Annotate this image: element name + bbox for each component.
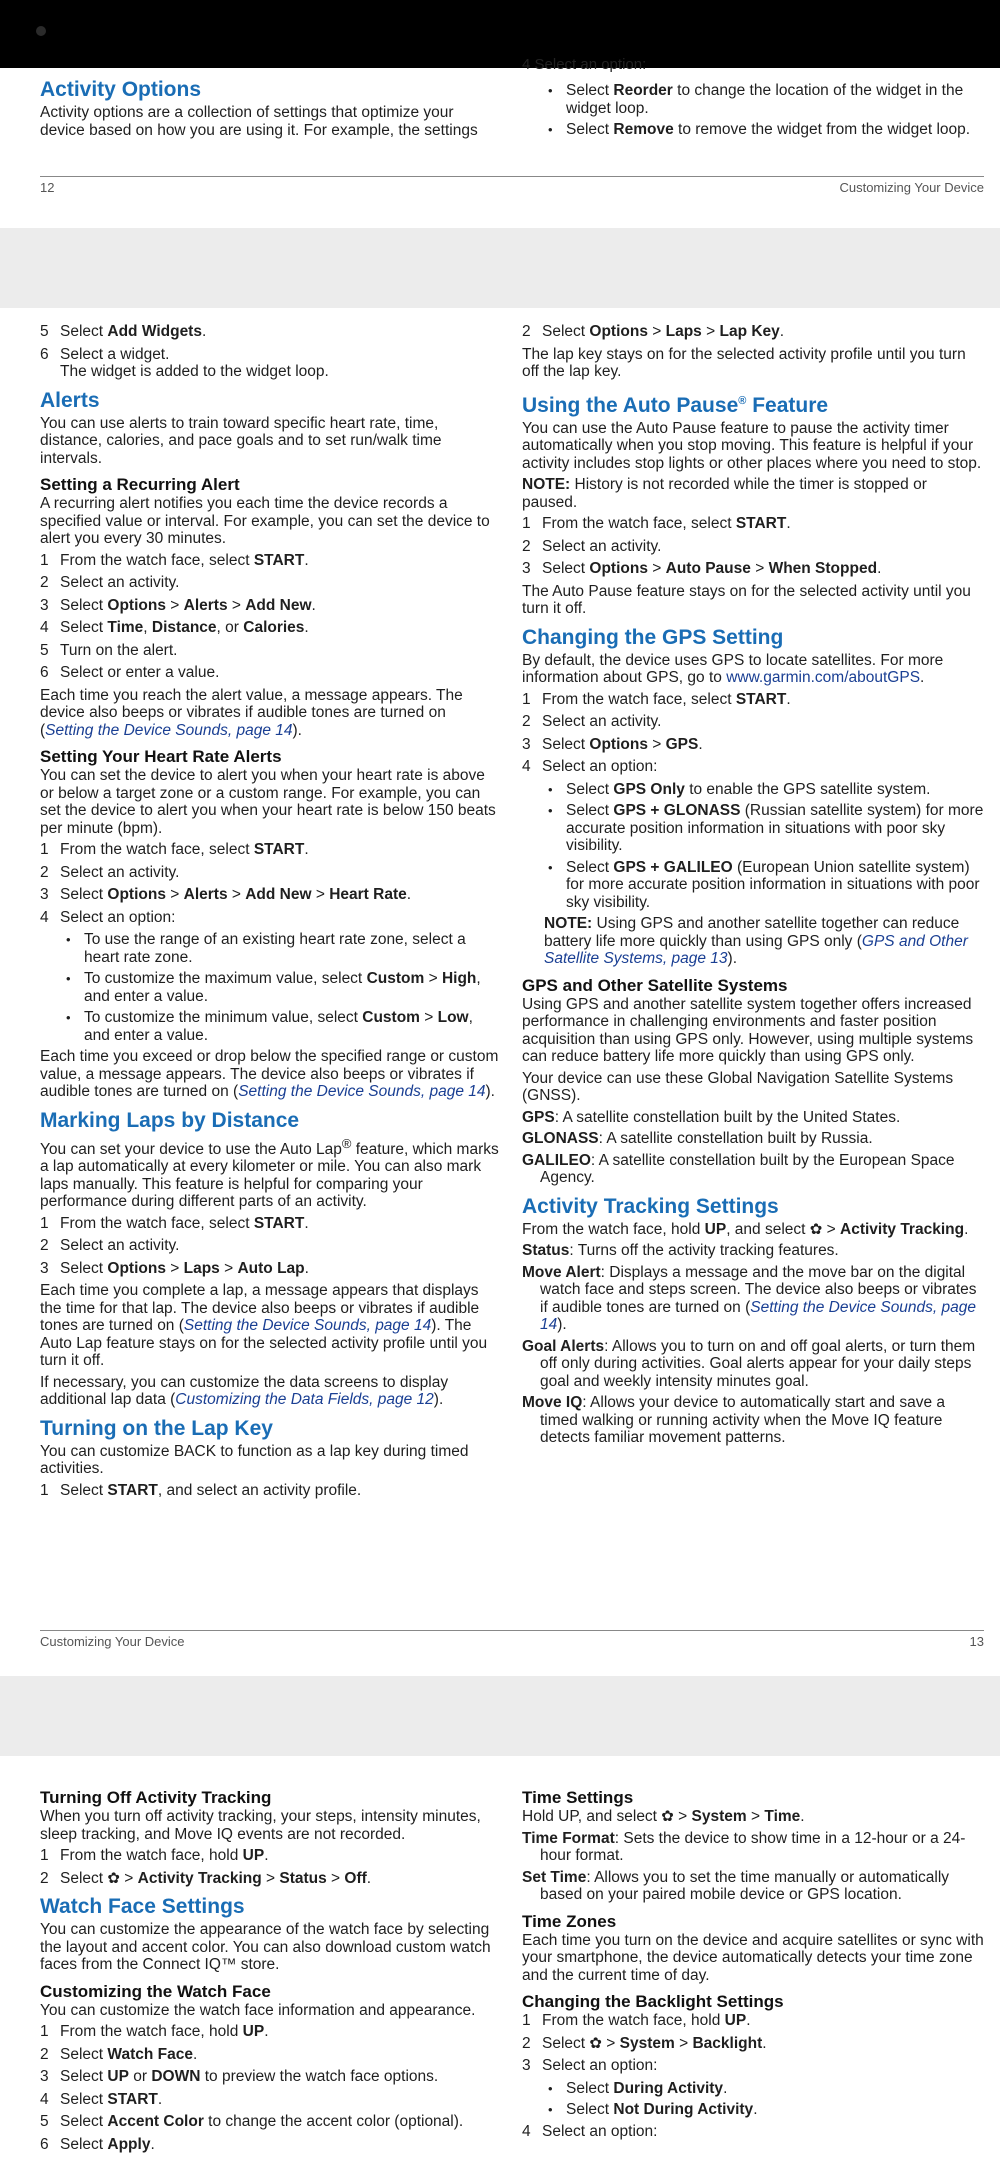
- step: 1 Select START, and select an activity profile.: [40, 1481, 362, 1499]
- page-number: 12: [40, 180, 55, 195]
- step: 2 Select an activity.: [522, 713, 662, 730]
- heading-alerts: Alerts: [40, 388, 100, 412]
- step: 4 Select Time, Distance, or Calories.: [40, 619, 309, 636]
- heading-gps-other: GPS and Other Satellite Systems: [522, 975, 788, 995]
- camera-dot: [36, 26, 46, 36]
- cut-off-step: 4 Select an option:: [522, 56, 647, 73]
- page-footer-13: [40, 1630, 984, 1649]
- footer-section: Customizing Your Device: [839, 180, 984, 195]
- heading-watch-face-settings: Watch Face Settings: [40, 1895, 245, 1918]
- heading-heart-rate-alerts: Setting Your Heart Rate Alerts: [40, 747, 282, 766]
- heading-lap-key: Turning on the Lap Key: [40, 1416, 273, 1440]
- bullet-remove: • Select Remove to remove the widget from the widget loop.: [522, 121, 984, 139]
- step: 2 Select an activity.: [40, 1237, 180, 1255]
- step: 1 From the watch face, select START.: [40, 551, 309, 569]
- bullet-reorder: • Select Reorder to change the location of the widget in the widget loop.: [522, 82, 984, 117]
- heading-customizing-watch-face: Customizing the Watch Face: [40, 1981, 271, 2001]
- step: 5 Select Accent Color to change the accent color (optional).: [40, 2113, 464, 2130]
- step: 3 Select Options > Laps > Auto Lap.: [40, 1259, 309, 1277]
- gear-icon: ✿: [661, 1808, 674, 1825]
- step: 1 From the watch face, select START.: [40, 1214, 309, 1232]
- step: 2 Select Options > Laps > Lap Key.: [522, 323, 785, 340]
- left-column: 5 Select Add Widgets. 6 Select a widget. The widget is added to the widget loop. Alerts You can use alerts to train toward specific heart rate, time, distance, calories, and pace goals and to set run/walk time intervals. Setting a Recurring Alert A recurring alert notifies you each time the device records a specified value or interval. For example, you can set the device to alert you every 30 minutes. 1 From the watch face, select START. 2 Select an activity. 3 Select Options > Alerts > Add New. 4 Select Time, Distance, or Calories. 5 Turn on the alert. 6 Select or enter a value. Each time you reach the alert value, a message appears. The device also beeps or vibrates if audible tones are turned on (Setting the Device Sounds, page 14). Setting Your Heart Rate Alerts You can set the device to alert you when your heart rate is above or below a target zone or a custom range. For example, you can set the device to alert you when your heart rate is below 150 beats per minute (bpm). 1 From the watch face, select START. 2 Select an activity. 3 Select Options > Alerts > Add New > Heart Rate. 4 Select an option: • To use the range of an existing heart rate zone, select a heart rate zone. • To customize the maximum value, select Custom > High, and enter a value. • To customize the minimum value, select Custom > Low, and enter a value. Each time you exceed or drop below the specified range or custom value, a message appears. The device also beeps or vibrates if audible tones are turned on (Setting the Device Sounds, page 14). Marking Laps by Distance You can set your device to use the Auto Lap® feature, which marks a lap automatically at every kilometer or mile. You can also mark laps manually. This feature is helpful for comparing your performance during different parts of an activity. 1 From the watch face, select START. 2 Select an activity. 3 Select Options > Laps > Auto Lap. Each time you complete a lap, a message appears that displays the time for that lap. The device also beeps or vibrates if audible tones are turned on (Setting the Device Sounds, page 14). The Auto Lap feature stays on for the selected activity profile until you turn it off. If necessary, you can customize the data screens to display additional lap data (Customizing the Data Fields, page 12). Turning on the Lap Key You can customize BACK to function as a lap key during timed activities. 1 Select START, and select an activity profile.: [40, 323, 502, 1504]
- step: 4 Select an option:: [40, 908, 176, 926]
- heading-marking-laps: Marking Laps by Distance: [40, 1108, 300, 1132]
- step: 3 Select Options > Alerts > Add New > Heart Rate.: [40, 886, 412, 903]
- widget-options-list: [522, 82, 984, 139]
- heading-backlight-settings: Changing the Backlight Settings: [522, 1992, 784, 2011]
- manual-page-13: [0, 308, 1000, 1676]
- step: 2 Select ✿ > System > Backlight.: [522, 2034, 767, 2052]
- link-data-fields[interactable]: Customizing the Data Fields, page 12: [175, 1391, 434, 1409]
- link-device-sounds[interactable]: Setting the Device Sounds, page 14: [45, 721, 293, 739]
- step: 3 Select UP or DOWN to preview the watch face options.: [40, 2068, 439, 2085]
- step: 6 Select or enter a value.: [40, 664, 220, 681]
- right-column: 2 Select Options > Laps > Lap Key. The lap key stays on for the selected activity profile until you turn off the lap key. Using the Auto Pause® Feature You can use the Auto Pause feature to pause the activity timer automatically when you stop moving. This feature is helpful if your activity includes stop lights or other places where you need to stop. NOTE: History is not recorded while the timer is stopped or paused. 1 From the watch face, select START. 2 Select an activity. 3 Select Options > Auto Pause > When Stopped. The Auto Pause feature stays on for the selected activity until you turn it off. Changing the GPS Setting By default, the device uses GPS to locate satellites. For more information about GPS, go to www.garmin.com/aboutGPS. 1 From the watch face, select START. 2 Select an activity. 3 Select Options > GPS. 4 Select an option: • Select GPS Only to enable the GPS satellite system. • Select GPS + GLONASS (Russian satellite system) for more accurate position information in situations with poor sky visibility. • Select GPS + GALILEO (European Union satellite system) for more accurate position information in situations with poor sky visibility. NOTE: Using GPS and another satellite together can reduce battery life more quickly than using GPS only (GPS and Other Satellite Systems, page 13). GPS and Other Satellite Systems Using GPS and another satellite system together offers increased performance in challenging environments and faster position acquisition than using GPS only. However, using multiple systems can reduce battery life more quickly than using GPS only. Your device can use these Global Navigation Satellite Systems (GNSS). GPS: A satellite constellation built by the United States. GLONASS: A satellite constellation built by Russia. GALILEO: A satellite constellation built by the European Space Agency. Activity Tracking Settings From the watch face, hold UP, and select ✿ > Activity Tracking. Status: Turns off the activity tracking features. Move Alert: Displays a message and the move bar on the digital watch face and steps screen. The device also beeps or vibrates if audible tones are turned on (Setting the Device Sounds, page 14). Goal Alerts: Allows you to turn on and off goal alerts, or turn them off only during activities. Goal alerts appear for your daily steps goal and weekly intensity minutes goal. Move IQ: Allows your device to automatically start and save a timed walking or running activity when the Move IQ feature detects familiar movement patterns.: [522, 323, 984, 1451]
- heading-gps-setting: Changing the GPS Setting: [522, 625, 784, 649]
- step: 6 Select Apply.: [40, 2135, 155, 2153]
- step: 3 Select Options > GPS.: [522, 735, 703, 753]
- step: 5 Turn on the alert.: [40, 641, 178, 659]
- heading-turning-off-tracking: Turning Off Activity Tracking: [40, 1788, 272, 1807]
- manual-page-12: [0, 56, 1000, 228]
- link-device-sounds[interactable]: Setting the Device Sounds, page 14: [238, 1083, 486, 1100]
- gear-icon: ✿: [809, 1220, 823, 1238]
- heading-activity-tracking: Activity Tracking Settings: [522, 1194, 779, 1218]
- step: 1 From the watch face, hold UP.: [40, 2023, 269, 2040]
- step: 3 Select Options > Auto Pause > When Stopped.: [522, 560, 882, 577]
- step: 6 Select a widget. The widget is added to the widget loop.: [40, 345, 329, 380]
- status-bar: [0, 0, 1000, 68]
- page-footer-12: [40, 176, 984, 195]
- heading-activity-options: Activity Options: [40, 78, 202, 101]
- step: 1 From the watch face, select START.: [522, 690, 791, 708]
- footer-section: Customizing Your Device: [40, 1634, 185, 1649]
- page-number: 13: [969, 1634, 984, 1649]
- link-garmin-gps[interactable]: www.garmin.com/aboutGPS: [726, 669, 921, 686]
- heading-auto-pause: Using the Auto Pause® Feature: [522, 393, 829, 417]
- link-device-sounds[interactable]: Setting the Device Sounds, page 14: [183, 1317, 432, 1335]
- step: 4 Select an option:: [522, 2122, 658, 2140]
- step: 2 Select ✿ > Activity Tracking > Status > Off.: [40, 1869, 372, 1887]
- heading-time-settings: Time Settings: [522, 1788, 634, 1807]
- step: 4 Select START.: [40, 2090, 163, 2108]
- step: 1 From the watch face, select START.: [40, 841, 309, 858]
- left-column: Turning Off Activity Tracking When you turn off activity tracking, your steps, intensity minutes, sleep tracking, and Move IQ events are not recorded. 1 From the watch face, hold UP. 2 Select ✿ > Activity Tracking > Status > Off. Watch Face Settings You can customize the appearance of the watch face by selecting the layout and accent color. You can also download custom watch faces from the Connect IQ™ store. Customizing the Watch Face You can customize the watch face information and appearance. 1 From the watch face, hold UP. 2 Select Watch Face. 3 Select UP or DOWN to preview the watch face options. 4 Select START. 5 Select Accent Color to change the accent color (optional). 6 Select Apply.: [40, 1780, 502, 2158]
- link-gps-systems[interactable]: GPS and Other Satellite Systems, page 13: [544, 932, 968, 967]
- link-device-sounds[interactable]: Setting the Device Sounds, page 14: [540, 1298, 977, 1333]
- step: 2 Select Watch Face.: [40, 2045, 198, 2063]
- step: 2 Select an activity.: [40, 863, 180, 881]
- step: 2 Select an activity.: [40, 574, 180, 591]
- step: 1 From the watch face, hold UP.: [522, 2012, 751, 2029]
- step: 1 From the watch face, hold UP.: [40, 1847, 269, 1864]
- step: 1 From the watch face, select START.: [522, 515, 791, 532]
- activity-options-text: Activity options are a collection of settings that optimize your device based on how you are using it. For example, the settings: [40, 104, 478, 139]
- manual-page-14: [0, 1756, 1000, 2166]
- step: 3 Select Options > Alerts > Add New.: [40, 596, 316, 614]
- step: 5 Select Add Widgets.: [40, 323, 207, 340]
- right-column: Time Settings Hold UP, and select ✿ > System > Time. Time Format: Sets the device to show time in a 12-hour or a 24-hour format. Set Time: Allows you to set the time manually or automatically based on your paired mobile device or GPS location. Time Zones Each time you turn on the device and acquire satellites or sync with your smartphone, the device automatically detects your time zone and the current time of day. Changing the Backlight Settings 1 From the watch face, hold UP. 2 Select ✿ > System > Backlight. 3 Select an option: • Select During Activity. • Select Not During Activity. 4 Select an option:: [522, 1780, 984, 2145]
- gear-icon: ✿: [107, 1869, 120, 1887]
- step: 4 Select an option:: [522, 758, 658, 775]
- step: 2 Select an activity.: [522, 537, 662, 555]
- heading-recurring-alert: Setting a Recurring Alert: [40, 475, 240, 494]
- step: 3 Select an option:: [522, 2057, 658, 2074]
- heading-time-zones: Time Zones: [522, 1911, 617, 1931]
- gear-icon: ✿: [589, 2034, 602, 2052]
